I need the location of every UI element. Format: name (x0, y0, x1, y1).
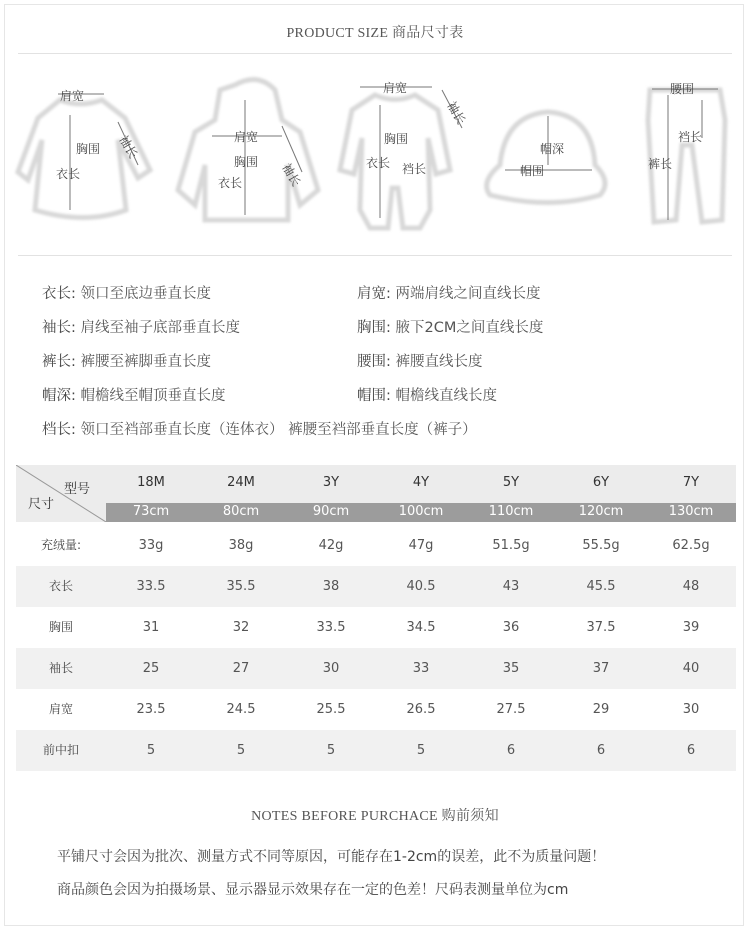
definition-item (357, 384, 497, 405)
size-header: 24M (227, 475, 255, 490)
romper-sleeve-label: 袖长 (444, 99, 469, 127)
table-row (16, 525, 736, 566)
row-label: 前中扣 (42, 743, 79, 757)
table-cell: 39 (682, 620, 700, 635)
table-cell: 31 (142, 620, 160, 635)
table-cell: 47g (408, 538, 434, 553)
garment-illustrations (0, 60, 750, 260)
table-cell: 5 (416, 743, 426, 758)
definition-term: 胸围: (357, 320, 391, 336)
definition-desc: 帽檐线直线长度 (395, 388, 497, 404)
jacket-shoulder-label: 肩宽 (234, 130, 259, 144)
definition-item (42, 282, 211, 303)
romper-outline (340, 95, 450, 228)
table-cell: 51.5g (492, 538, 530, 553)
size-header: 18M (137, 475, 165, 490)
height-header: 80cm (222, 504, 260, 519)
definition-item (42, 350, 211, 371)
table-cell: 30 (322, 661, 340, 676)
size-header: 3Y (322, 475, 340, 490)
table-row (16, 566, 736, 607)
table-cell: 32 (232, 620, 250, 635)
row-label: 衣长 (48, 579, 73, 593)
table-cell: 5 (236, 743, 246, 758)
table-cell: 23.5 (136, 702, 166, 717)
table-cell: 34.5 (406, 620, 436, 635)
definition-item (42, 418, 477, 439)
definition-item (357, 350, 483, 371)
definition-term: 肩宽: (357, 286, 391, 302)
table-row (16, 689, 736, 730)
romper-chest-label: 胸围 (384, 132, 409, 146)
height-header: 73cm (132, 504, 170, 519)
dress-chest-label: 胸围 (76, 142, 101, 156)
table-cell: 6 (686, 743, 696, 758)
table-cell: 27 (232, 661, 250, 676)
table-cell: 29 (592, 702, 610, 717)
table-cell: 38g (228, 538, 254, 553)
definition-desc: 帽檐线至帽顶垂直长度 (80, 388, 226, 404)
dress-shoulder-label: 肩宽 (60, 89, 85, 103)
table-cell: 35.5 (226, 579, 256, 594)
definition-desc: 腋下2CM之间直线长度 (395, 320, 544, 336)
romper-length-label: 衣长 (366, 156, 391, 170)
jacket-outline (178, 80, 318, 220)
definition-desc: 裤腰至裤脚垂直长度 (80, 354, 211, 370)
definition-term: 裤长: (42, 354, 76, 370)
definition-term: 帽围: (357, 388, 391, 404)
pants-length-label: 裤长 (648, 157, 673, 171)
pants-crotch-label: 裆长 (678, 130, 703, 144)
jacket-chest-label: 胸围 (234, 155, 259, 169)
corner-measure-label: 尺寸 (28, 497, 55, 512)
size-header: 4Y (412, 475, 430, 490)
definition-term: 帽深: (42, 388, 76, 404)
table-cell: 33.5 (136, 579, 166, 594)
table-row (16, 648, 736, 689)
definition-desc: 领口至裆部垂直长度（连体衣） 裤腰至裆部垂直长度（裤子） (80, 422, 477, 438)
table-cell: 33.5 (316, 620, 346, 635)
height-header: 110cm (488, 504, 534, 519)
corner-size-label: 型号 (64, 482, 91, 497)
definition-term: 档长: (42, 422, 76, 438)
size-header: 5Y (502, 475, 520, 490)
table-cell: 25 (142, 661, 160, 676)
definition-item (42, 384, 226, 405)
note-line: 平铺尺寸会因为批次、测量方式不同等原因，可能存在1-2cm的误差，此不为质量问题！ (57, 849, 606, 865)
note-line: 商品颜色会因为拍摄场景、显示器显示效果存在一定的色差！尺码表测量单位为cm (57, 882, 569, 898)
table-cell: 33 (412, 661, 430, 676)
definition-item (357, 282, 541, 303)
table-cell: 26.5 (406, 702, 436, 717)
table-cell: 24.5 (226, 702, 256, 717)
page-title: PRODUCT SIZE 商品尺寸表 (286, 26, 464, 41)
table-cell: 55.5g (582, 538, 620, 553)
definition-desc: 领口至底边垂直长度 (80, 286, 211, 302)
romper-crotch-label: 裆长 (402, 162, 427, 176)
size-header: 6Y (592, 475, 610, 490)
table-row (16, 607, 736, 648)
definition-desc: 两端肩线之间直线长度 (395, 286, 541, 302)
title-divider (18, 53, 732, 54)
row-label: 袖长 (48, 661, 73, 675)
row-label: 肩宽 (48, 702, 73, 716)
table-cell: 37.5 (586, 620, 616, 635)
definition-term: 袖长: (42, 320, 76, 336)
jacket-length-label: 衣长 (218, 176, 243, 190)
size-header: 7Y (682, 475, 700, 490)
definition-term: 衣长: (42, 286, 76, 302)
row-label: 充绒量: (40, 538, 82, 552)
table-cell: 35 (502, 661, 520, 676)
table-cell: 62.5g (672, 538, 710, 553)
notes-title: NOTES BEFORE PURCHACE 购前须知 (251, 809, 499, 824)
table-cell: 48 (682, 579, 700, 594)
definition-desc: 裤腰直线长度 (395, 354, 483, 370)
table-cell: 5 (146, 743, 156, 758)
table-cell: 25.5 (316, 702, 346, 717)
definition-item (42, 316, 240, 337)
pants-waist-label: 腰围 (670, 82, 695, 96)
table-cell: 40.5 (406, 579, 436, 594)
height-header: 100cm (398, 504, 444, 519)
table-cell: 27.5 (496, 702, 526, 717)
dress-length-label: 衣长 (56, 167, 81, 181)
table-cell: 36 (502, 620, 520, 635)
table-cell: 38 (322, 579, 340, 594)
hat-circumference-label: 帽围 (520, 164, 545, 178)
table-cell: 30 (682, 702, 700, 717)
table-cell: 6 (596, 743, 606, 758)
table-row (16, 730, 736, 771)
height-header: 90cm (312, 504, 350, 519)
table-cell: 37 (592, 661, 610, 676)
table-cell: 45.5 (586, 579, 616, 594)
definition-item (357, 316, 543, 337)
illustration-divider (18, 255, 732, 256)
romper-shoulder-label: 肩宽 (383, 81, 408, 95)
row-label: 胸围 (48, 620, 73, 634)
hat-depth-label: 帽深 (540, 142, 565, 156)
table-cell: 5 (326, 743, 336, 758)
dress-sleeve-label: 袖长 (116, 133, 141, 161)
table-cell: 43 (502, 579, 520, 594)
definition-desc: 肩线至袖子底部垂直长度 (80, 320, 240, 336)
table-cell: 33g (138, 538, 164, 553)
height-header: 120cm (578, 504, 624, 519)
table-cell: 40 (682, 661, 700, 676)
jacket-sleeve-label: 袖长 (279, 161, 304, 189)
table-cell: 42g (318, 538, 344, 553)
table-corner-cell (16, 465, 106, 522)
hat-outline (487, 112, 605, 203)
definition-term: 腰围: (357, 354, 391, 370)
height-header: 130cm (668, 504, 714, 519)
table-cell: 6 (506, 743, 516, 758)
